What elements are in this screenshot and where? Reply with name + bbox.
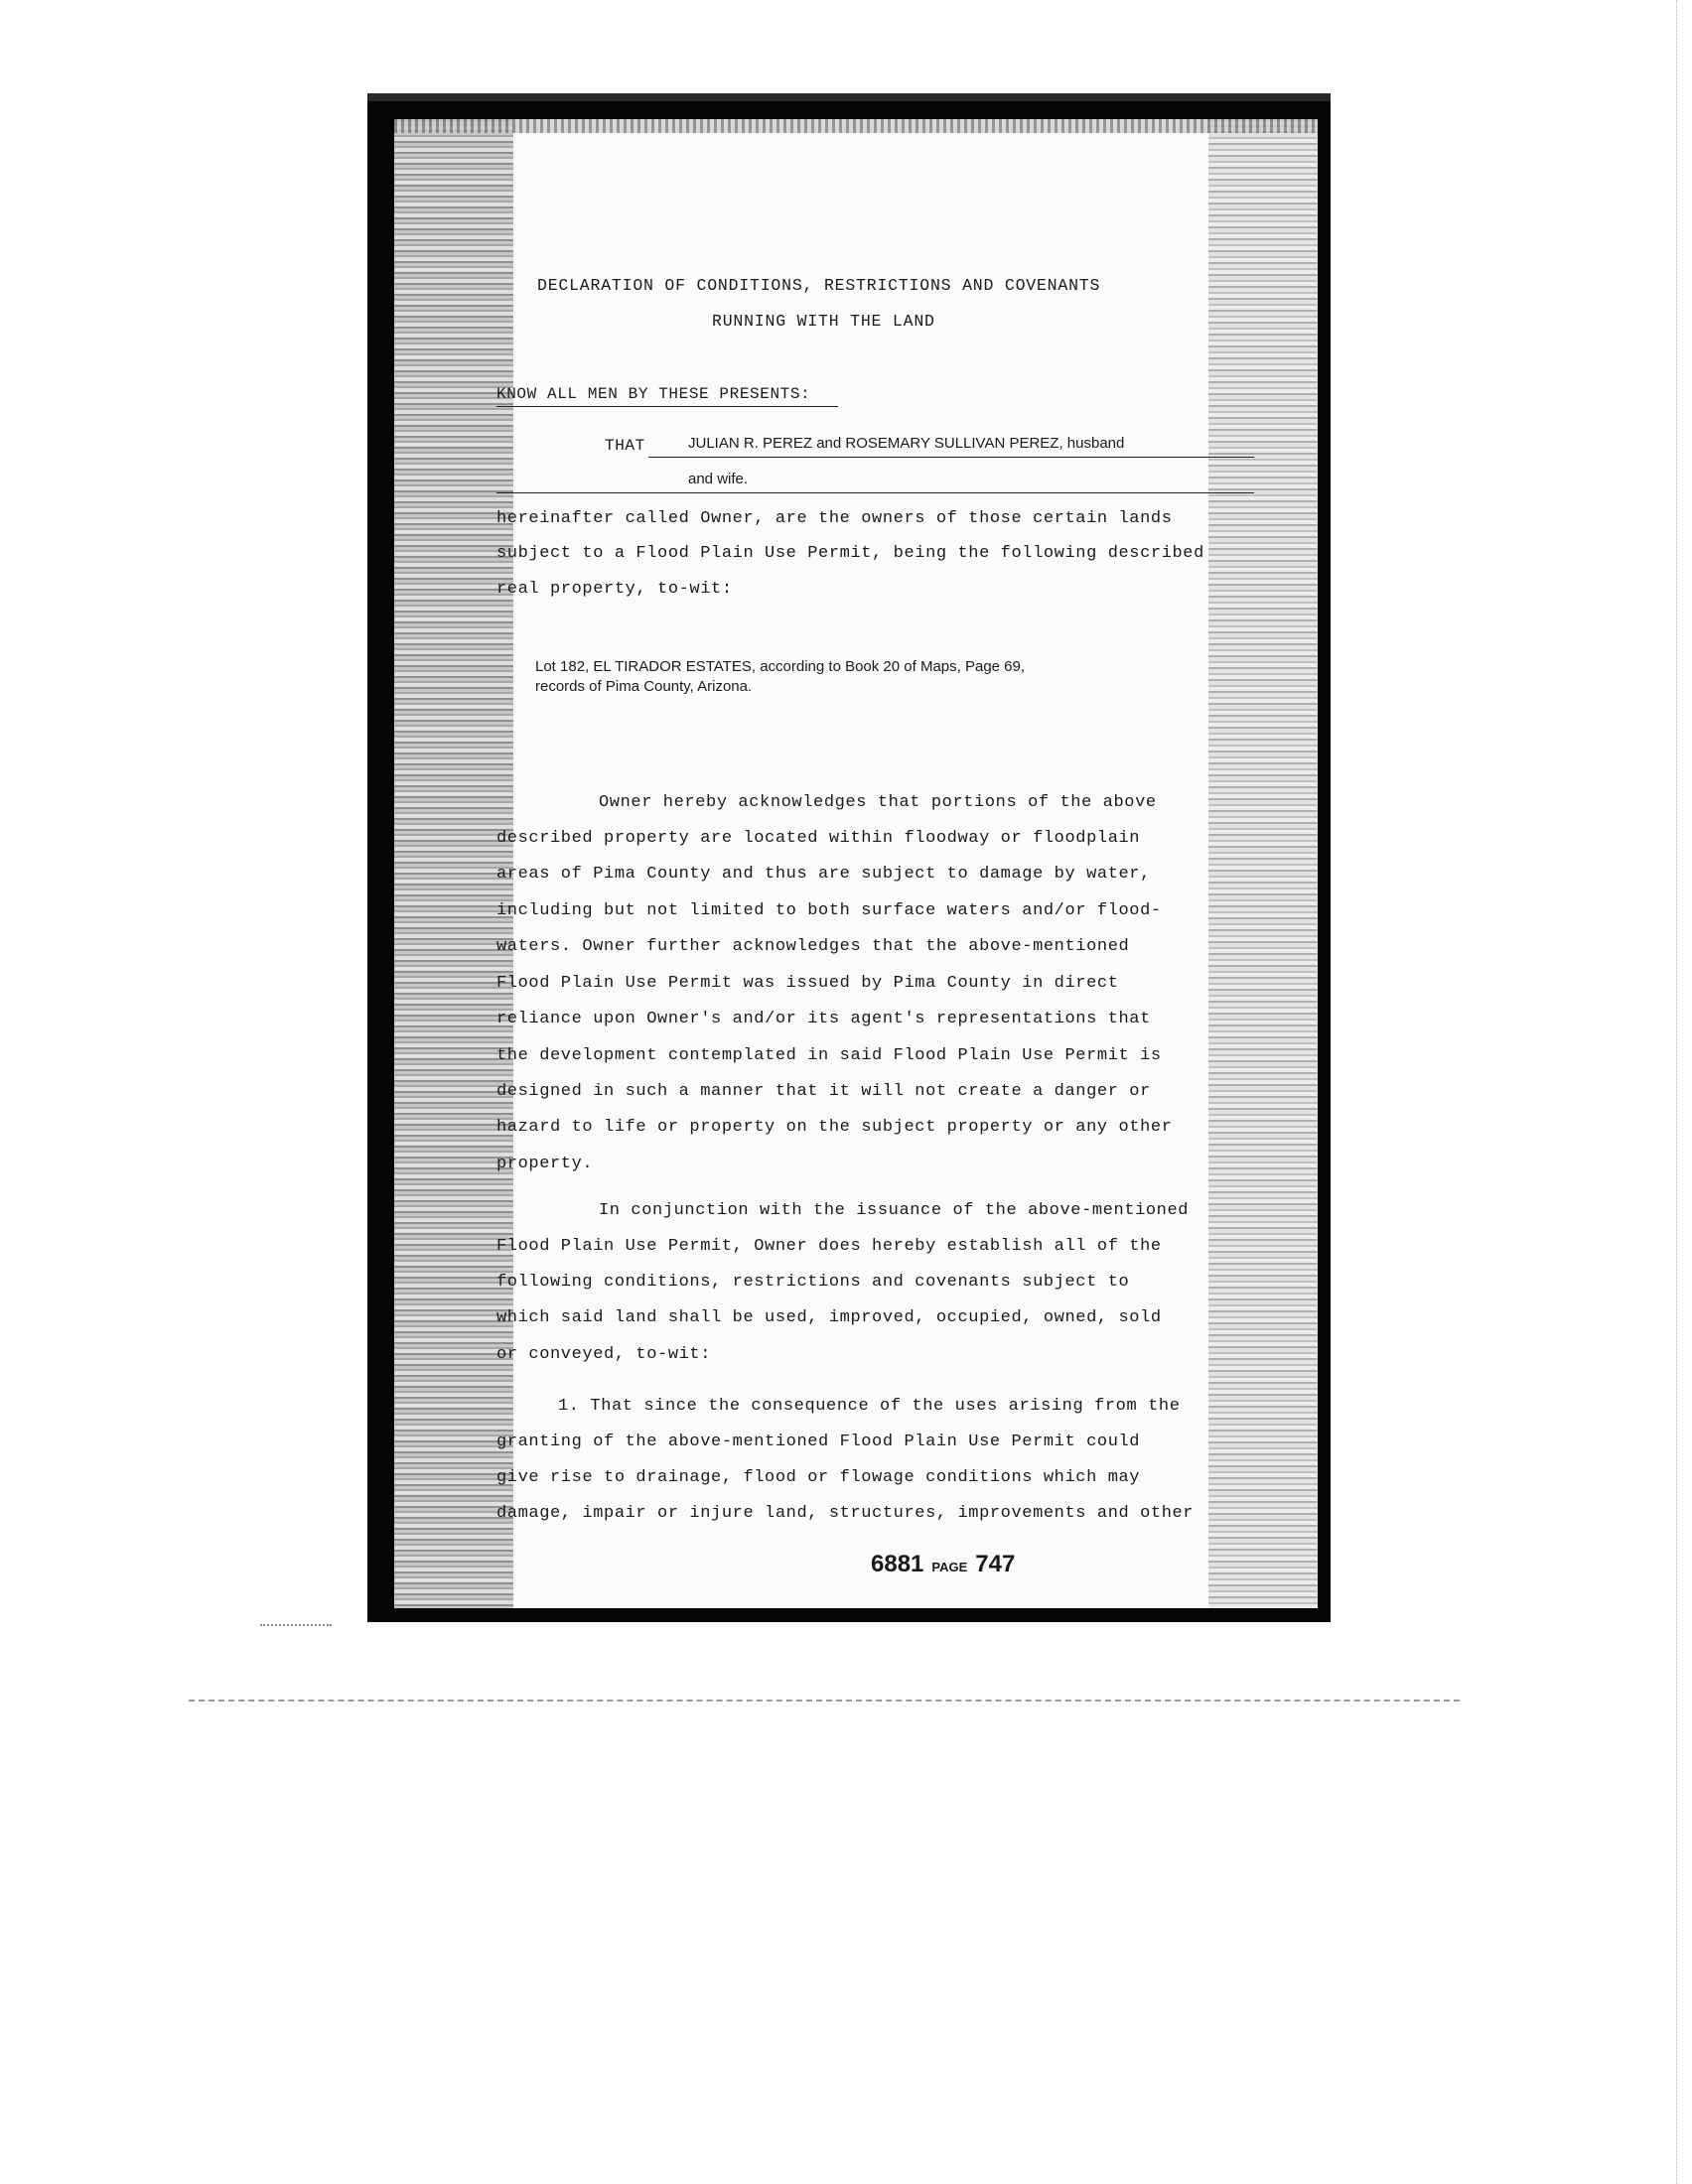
paragraph-1-line-2: described property are located within floodway or floodplain — [496, 829, 1141, 848]
legal-description-line-1: Lot 182, EL TIRADOR ESTATES, according to Book 20 of Maps, Page 69, — [535, 658, 1026, 675]
scan-artifact-rule — [260, 1624, 332, 1626]
paragraph-2-line-1: In conjunction with the issuance of the above-mentioned — [599, 1201, 1190, 1220]
legal-description-line-2: records of Pima County, Arizona. — [535, 678, 753, 695]
owners-line-1: JULIAN R. PEREZ and ROSEMARY SULLIVAN PEREZ, husband — [688, 435, 1125, 452]
paragraph-1-line-9: designed in such a manner that it will not create a danger or — [496, 1082, 1151, 1101]
scanned-document-page — [394, 119, 1318, 1608]
recital-line-3: real property, to-wit: — [496, 580, 733, 599]
paragraph-1-line-10: hazard to life or property on the subject property or any other — [496, 1118, 1173, 1137]
book-number: 6881 — [871, 1551, 924, 1577]
paragraph-1-line-11: property. — [496, 1155, 594, 1173]
paragraph-1-line-1: Owner hereby acknowledges that portions of the above — [599, 793, 1157, 812]
book-page-label: PAGE — [931, 1560, 968, 1574]
item-1-line-3: give rise to drainage, flood or flowage conditions which may — [496, 1468, 1141, 1487]
paragraph-2-line-5: or conveyed, to-wit: — [496, 1345, 712, 1364]
scan-bottom-rule — [189, 1700, 1460, 1702]
scanned-page-frame — [367, 93, 1331, 1622]
owners-underline-1 — [648, 457, 1254, 458]
item-1-line-4: damage, impair or injure land, structures, improvements and other — [496, 1504, 1195, 1523]
page-number: 747 — [975, 1551, 1016, 1577]
book-page-number — [871, 1551, 1015, 1578]
paragraph-1-line-7: reliance upon Owner's and/or its agent's representations that — [496, 1010, 1151, 1028]
scan-noise-right — [1208, 119, 1318, 1608]
owners-line-2: and wife. — [688, 471, 749, 487]
recital-line-2: subject to a Flood Plain Use Permit, being the following described — [496, 544, 1204, 563]
scan-noise-left — [394, 119, 513, 1608]
recital-line-1: hereinafter called Owner, are the owners of those certain lands — [496, 509, 1173, 528]
document-subtitle: RUNNING WITH THE LAND — [712, 312, 935, 331]
scan-top-band — [367, 93, 1331, 101]
paragraph-2-line-3: following conditions, restrictions and covenants subject to — [496, 1273, 1130, 1292]
paragraph-1-line-3: areas of Pima County and thus are subject to damage by water, — [496, 865, 1151, 884]
scan-noise-top — [394, 119, 1318, 133]
that-label: THAT — [605, 437, 645, 455]
owners-underline-2 — [496, 492, 1254, 493]
item-1-line-1: 1. That since the consequence of the uses arising from the — [558, 1397, 1181, 1416]
paragraph-2-line-4: which said land shall be used, improved, occupied, owned, sold — [496, 1308, 1162, 1327]
item-1-line-2: granting of the above-mentioned Flood Plain Use Permit could — [496, 1433, 1141, 1451]
scan-margin-line — [1676, 0, 1677, 2184]
paragraph-1-line-6: Flood Plain Use Permit was issued by Pima County in direct — [496, 974, 1119, 993]
document-title: DECLARATION OF CONDITIONS, RESTRICTIONS AND COVENANTS — [537, 276, 1101, 295]
preamble-underline — [496, 406, 838, 407]
preamble: KNOW ALL MEN BY THESE PRESENTS: — [496, 385, 811, 403]
paragraph-2-line-2: Flood Plain Use Permit, Owner does hereby establish all of the — [496, 1237, 1162, 1256]
paragraph-1-line-4: including but not limited to both surface waters and/or flood- — [496, 901, 1162, 920]
paragraph-1-line-8: the development contemplated in said Flood Plain Use Permit is — [496, 1046, 1162, 1065]
paragraph-1-line-5: waters. Owner further acknowledges that the above-mentioned — [496, 937, 1130, 956]
